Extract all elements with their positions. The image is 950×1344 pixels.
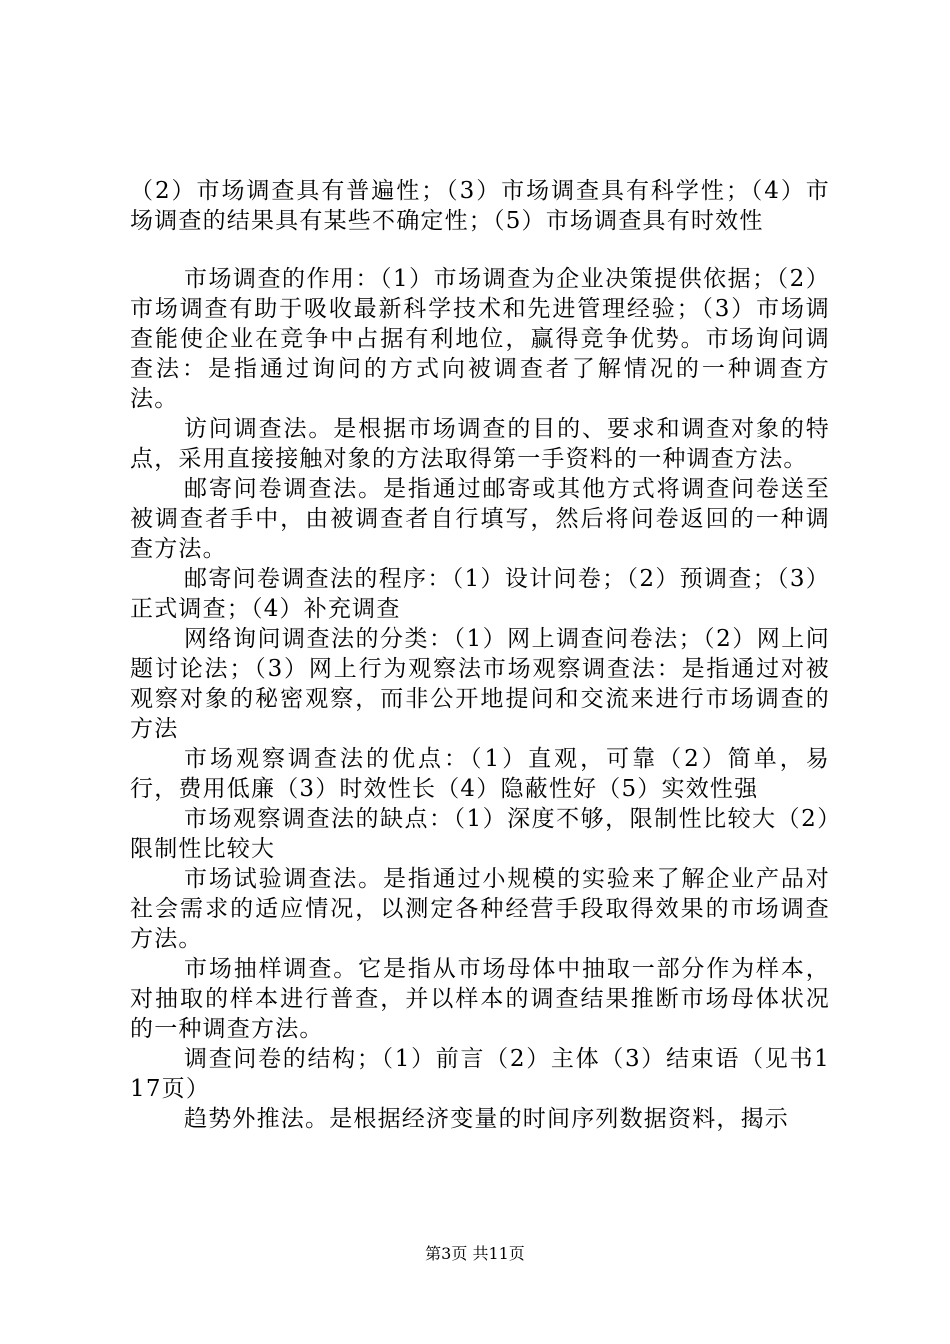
paragraph-experiment-method: 市场试验调查法。是指通过小规模的实验来了解企业产品对社会需求的适应情况，以测定各种经营手段取得效果的市场调查方法。 (130, 866, 830, 952)
paragraph-observation-advantages: 市场观察调查法的优点：（1）直观，可靠（2）简单，易行，费用低廉（3）时效性长（4）隐蔽性好（5）实效性强 (130, 746, 830, 802)
paragraph-questionnaire-structure: 调查问卷的结构；（1）前言（2）主体（3）结束语（见书117页） (130, 1046, 830, 1102)
paragraph-observation-disadvantages: 市场观察调查法的缺点：（1）深度不够，限制性比较大（2）限制性比较大 (130, 806, 830, 862)
paragraph-gap (130, 236, 830, 264)
document-body (130, 176, 830, 1134)
paragraph-mail-survey-steps: 邮寄问卷调查法的程序：（1）设计问卷；（2）预调查；（3）正式调查；（4）补充调查 (130, 566, 830, 622)
paragraph-interview-method: 访问调查法。是根据市场调查的目的、要求和调查对象的特点，采用直接接触对象的方法取得第一手资料的一种调查方法。 (130, 416, 830, 472)
page-number-footer: 第3页 共11页 (425, 1244, 525, 1263)
paragraph-trend-extrapolation: 趋势外推法。是根据经济变量的时间序列数据资料，揭示 (184, 1106, 789, 1132)
paragraph-mail-survey: 邮寄问卷调查法。是指通过邮寄或其他方式将调查问卷送至被调查者手中，由被调查者自行填写，然后将问卷返回的一种调查方法。 (130, 476, 830, 562)
paragraph-sampling-survey: 市场抽样调查。它是指从市场母体中抽取一部分作为样本，对抽取的样本进行普查，并以样本的调查结果推断市场母体状况的一种调查方法。 (130, 956, 830, 1042)
paragraph-survey-role: 市场调查的作用：（1）市场调查为企业决策提供依据；（2）市场调查有助于吸收最新科学技术和先进管理经验；（3）市场调查能使企业在竞争中占据有利地位，赢得竞争优势。市场询问调查法：是指通过询问的方式向被调查者了解情况的一种调查方法。 (130, 266, 830, 412)
paragraph-online-survey-types: 网络询问调查法的分类：（1）网上调查问卷法；（2）网上问题讨论法；（3）网上行为观察法市场观察调查法：是指通过对被观察对象的秘密观察，而非公开地提问和交流来进行市场调查的方法 (130, 626, 830, 742)
paragraph-survey-characteristics: （2）市场调查具有普遍性；（3）市场调查具有科学性；（4）市场调查的结果具有某些不确定性；（5）市场调查具有时效性 (130, 178, 830, 234)
